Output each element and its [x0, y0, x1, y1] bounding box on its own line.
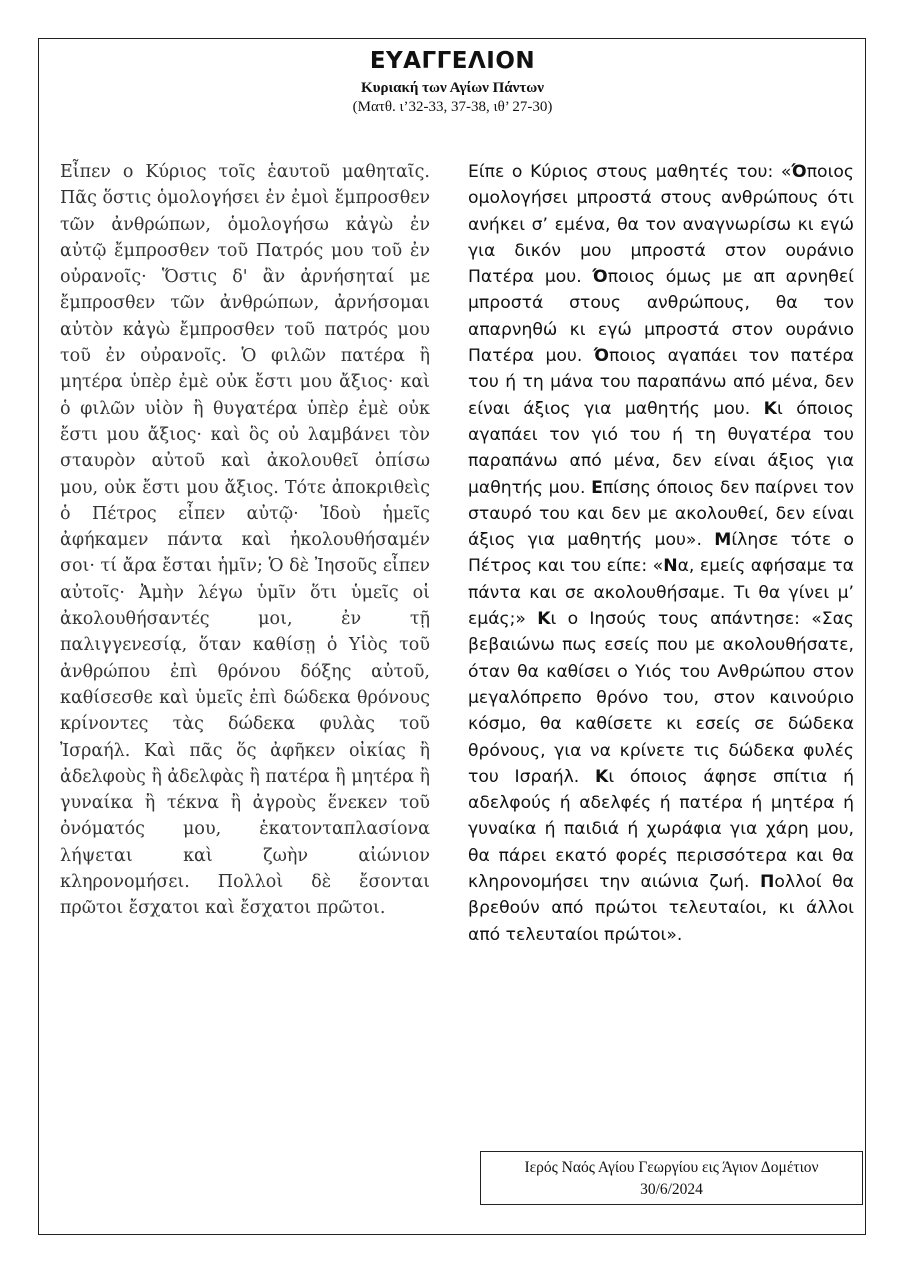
text-segment: ποιος ομολογήσει μπροστά στους ανθρώπους ότι ανήκει σ’ εμένα, θα τον αναγνωρίσω κι εγώ για δικόν μου μπροστά στον ουράνιο Πατέρα μου. [468, 162, 854, 288]
modern-greek-text-column [468, 159, 854, 948]
text-segment: α, εμείς αφήσαμε τα πάντα και σε ακολουθήσαμε. Τι θα γίνει μ’ εμάς;» [468, 556, 854, 630]
text-segment: πίσης όποιος δεν παίρνει τον σταυρό του και δεν με ακολουθεί, δεν είναι άξιος για μαθητής μου». [468, 477, 855, 551]
bold-initial: Κ [594, 766, 609, 787]
text-segment: Είπε ο Κύριος στους μαθητές του: « [468, 162, 792, 182]
text-segment: ι όποιος αγαπάει τον γιό του ή τη θυγατέρα του παραπάνω από μένα, δεν είναι άξιος για μαθητής μου. [468, 398, 854, 498]
page-subtitle: Κυριακή των Αγίων Πάντων [361, 80, 544, 96]
text-segment: ποιος αγαπάει τον πατέρα του ή τη μάνα του παραπάνω από μένα, δεν είναι άξιος για μαθητής μου. [468, 346, 854, 419]
modern-greek-text [468, 159, 854, 948]
scripture-reference: (Ματθ. ι’32-33, 37-38, ιθ’ 27-30) [352, 99, 553, 115]
text-segment: ίλησε τότε ο Πέτρος και του είπε: « [468, 530, 854, 577]
church-name: Ιερός Ναός Αγίου Γεωργίου εις Άγιον Δομέτιον [524, 1159, 819, 1176]
text-segment: ι όποιος άφησε σπίτια ή αδελφούς ή αδελφές ή πατέρα ή μητέρα ή γυναίκα ή παιδιά ή χωράφια για χάρη μου, θα πάρει εκατό φορές περισσότερα και θα κληρονομήσει την αιώνια ζωή. [468, 766, 854, 893]
ancient-greek-text-column [60, 159, 430, 922]
bold-initial: Π [760, 872, 775, 893]
page-title: ΕΥΑΓΓΕΛΙΟΝ [369, 48, 536, 74]
bold-initial: Ό [791, 162, 807, 182]
bold-initial: Κ [537, 609, 551, 630]
church-footer-box [480, 1151, 863, 1205]
text-segment: ι ο Ιησούς τους απάντησε: «Σας βεβαιώνω πως εσείς που με ακολουθήσατε, όταν θα καθίσει ο Υιός του Ανθρώπου στον μεγαλόπρεπο θρόνο του, στον καινούριο κόσμο, θα καθίσετε κι εσείς σε δώδεκα θρόνους, για να κρίνετε τις δώδεκα φυλές του Ισραήλ. [468, 609, 854, 787]
text-segment: ποιος όμως με απ αρνηθεί μπροστά στους ανθρώπους, θα τον απαρνηθώ κι εγώ μπροστά στον ουράνιο Πατέρα μου. [468, 267, 855, 367]
bold-initial: Ό [592, 267, 608, 288]
bold-initial: Μ [714, 530, 732, 551]
bold-initial: Ν [663, 556, 678, 577]
bold-initial: Ό [593, 346, 610, 367]
bold-initial: Ε [591, 477, 603, 498]
text-segment: ολλοί θα βρεθούν από πρώτοι τελευταίοι, κι άλλοι από τελευταίοι πρώτοι». [468, 872, 854, 945]
date: 30/6/2024 [640, 1181, 703, 1198]
ancient-greek-text: Εἶπεν ο Κύριος τοῖς ἑαυτοῦ μαθηταῖς. Πᾶς ὅστις ὁμολογήσει ἐν ἐμοὶ ἔμπροσθεν τῶν ἀνθρώπων, ὁμολογήσω κἀγὼ ἐν αὐτῷ ἔμπροσθεν τοῦ Πατρός μου τοῦ ἐν οὐρανοῖς· Ὅστις δ' ἂν ἀρνήσηταί με ἔμπροσθεν τῶν ἀνθρώπων, ἀρνήσομαι αὐτὸν κἀγὼ ἔμπροσθεν τοῦ πατρός μου τοῦ ἐν οὐρανοῖς. Ὁ φιλῶν πατέρα ἢ μητέρα ὑπὲρ ἐμὲ οὐκ ἔστι μου ἄξιος· καὶ ὁ φιλῶν υἱὸν ἢ θυγατέρα ὑπὲρ ἐμὲ οὐκ ἔστι μου ἄξιος· καὶ ὃς οὐ λαμβάνει τὸν σταυρὸν αὐτοῦ καὶ ἀκολουθεῖ ὀπίσω μου, οὐκ ἔστι μου ἄξιος. Τότε ἀποκριθεὶς ὁ Πέτρος εἶπεν αὐτῷ· Ἰδοὺ ἡμεῖς ἀφήκαμεν πάντα καὶ ἠκολουθήσαμέν σοι· τί ἄρα ἔσται ἡμῖν; Ὁ δὲ Ἰησοῦς εἶπεν αὐτοῖς· Ἀμὴν λέγω ὑμῖν ὅτι ὑμεῖς οἱ ἀκολουθήσαντές μοι, ἐν τῇ παλιγγενεσίᾳ, ὅταν καθίσῃ ὁ Υἱὸς τοῦ ἀνθρώπου ἐπὶ θρόνου δόξης αὐτοῦ, καθίσεσθε καὶ ὑμεῖς ἐπὶ δώδεκα θρόνους κρίνοντες τὰς δώδεκα φυλὰς τοῦ Ἰσραήλ. Καὶ πᾶς ὅς ἀφῆκεν οἰκίας ἢ ἀδελφοὺς ἢ ἀδελφὰς ἢ πατέρα ἢ μητέρα ἢ γυναίκα ἢ τέκνα ἢ ἀγροὺς ἕνεκεν τοῦ ὀνόματός μου, ἑκατονταπλασίονα λήψεται καὶ ζωὴν αἰώνιον κληρονομήσει. Πολλοὶ δὲ ἔσονται πρῶτοι ἔσχατοι καὶ ἔσχατοι πρῶτοι. [60, 162, 430, 919]
bold-initial: Κ [763, 398, 777, 419]
